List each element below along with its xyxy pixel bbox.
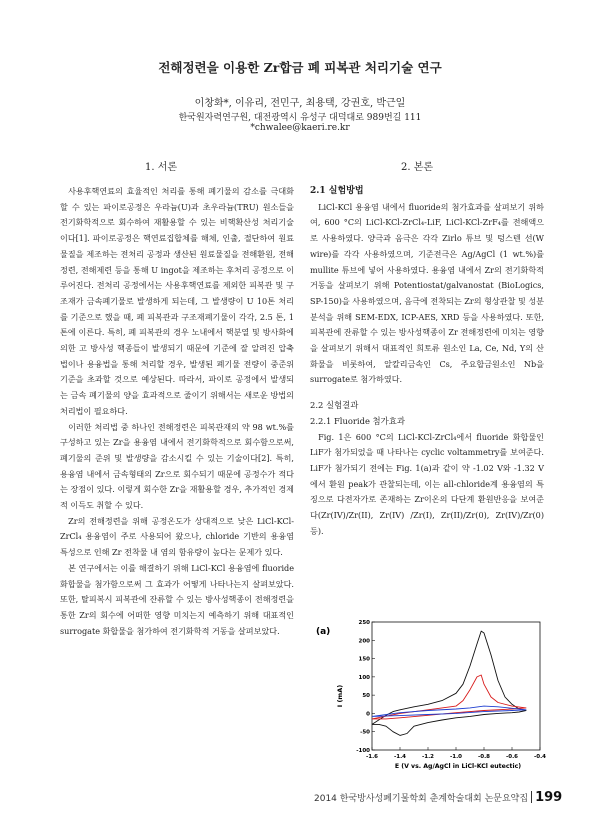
x-tick-label: -0.6 [505,754,519,760]
x-tick-label: -0.4 [533,754,547,760]
intro-paragraph: 본 연구에서는 이를 해결하기 위해 LiCl-KCl 용융염에 fluoride 화합물을 첨가함으로써 그 효과가 어떻게 나타나는지 살펴보았다. 또한, 탈피복시 피복관에 잔류할 수 있는 방사성핵종이 전해정련을 통한 Zr의 회수에 어떠한 영향 미치는지 예측하기 위해 대표적인 surrogate 화합물을 첨가하여 전기화학적 거동을 살펴보았다. [60,562,294,636]
left-column [60,184,294,639]
x-tick-label: -1.2 [421,754,435,760]
intro-paragraph: 사용후핵연료의 효율적인 처리를 통해 폐기물의 감소를 극대화할 수 있는 파이로공정은 우라늄(U)과 초우라늄(TRU) 원소들을 전기화학적으로 회수하여 재활용할 수 있는 비핵확산성 처리기술이다[1]. 파이로공정은 핵연료집합체를 해체, 인출, 절단하여 원료물질을 제조하는 전처리 공정과 생산된 원료물질을 전해환원, 전해정련, 전해제련 등을 통해 U ingot을 제조하는 후처리 공정으로 이루어진다. 전처리 공정에서는 사용후핵연료를 제외한 피복관 및 구조재가 금속폐기물로 발생하게 되는데, 그 발생량이 U 10톤 처리를 기준으로 했을 때, 폐 피복관과 구조재폐기물이 각각, 2.5 톤, 1톤에 이른다. 특히, 폐 피복관의 경우 노내에서 핵분열 및 방사화에 의한 고 방사성 핵종들이 발생되기 때문에 기준에 잘 알려진 압축법이나 용융법을 통해 처리할 경우, 발생된 폐기물 전량이 중준위 기준을 초과할 것으로 예상된다. 따라서, 파이로 공정에서 발생되는 금속 폐기물의 양을 효과적으로 줄이기 위해서는 새로운 방법의 처리법이 필요하다. [60,186,294,416]
panel-label: (a) [316,627,331,637]
intro-paragraph: Zr의 전해정련을 위해 공정온도가 상대적으로 낮은 LiCl-KCl-ZrCl₄ 용융염이 주로 사용되어 왔으나, chloride 기반의 용융염 특성으로 인해 Zr 전착물 내 염의 함유량이 높다는 문제가 있다. [60,515,294,558]
footer-text: 2014 한국방사성폐기물학회 춘계학술대회 논문요약집 [314,794,529,804]
right-column [310,184,544,539]
results-paragraph: Fig. 1은 600 °C의 LiCl-KCl-ZrCl₄에서 fluoride 화합물인 LiF가 첨가되었을 때 나타나는 cyclic voltammetry를 보여준다. LiF가 첨가되기 전에는 Fig. 1(a)과 같이 약 -1.02 V와 -1.32 V에서 환원 peak가 관찰되는데, 이는 all-chloride계 용융염의 특징으로 다전자가로 존재하는 Zr이온의 다단계 환원반응을 보여준다(Zr(IV)/Zr(II), Zr(IV) /Zr(I), Zr(II)/Zr(0), Zr(IV)/Zr(0) 등). [310,431,544,536]
subsection-heading-methods: 2.1 실험방법 [310,186,364,196]
x-tick-label: -1.0 [449,754,463,760]
chart-axes [356,620,546,760]
subsection-heading-results: 2.2 실험결과 [310,400,359,411]
chart-traces [372,631,526,735]
footer-divider [531,791,532,803]
plot-frame [372,622,540,750]
methods-paragraph: LiCl-KCl 용융염 내에서 fluoride의 첨가효과를 살펴보기 위하여, 600 °C의 LiCl-KCl-ZrCl₄-LiF, LiCl-KCl-ZrF₄를 전해액으로 사용하였다. 양극과 음극은 각각 Zirlo 튜브 및 텅스텐 선(W wire)를 각각 사용하였으며, 기준전극은 Ag/AgCl (1 wt.%)를 mullite 튜브에 넣어 사용하였다. 용융염 내에서 Zr의 전기화학적 거동을 살펴보기 위해 Potentiostat/galvanostat (BioLogics, SP-150)을 사용하였으며, 음극에 전착되는 Zr의 형상관찰 및 성분 분석을 위해 SEM-EDX, ICP-AES, XRD 등을 사용하였다. 또한, 피복관에 잔류할 수 있는 방사성핵종이 Zr 전해정련에 미치는 영향을 살펴보기 위해서 대표적인 희토류 원소인 La, Ce, Nd, Y의 산화물을 비롯하여, 알칼리금속인 Cs, 주요합금원소인 Nb을 surrogate로 첨가하였다. [310,201,544,385]
cv-trace-1 [372,631,526,735]
y-tick-label: -100 [356,748,370,754]
subsection-heading-fluoride: 2.2.1 Fluoride 첨가효과 [310,415,405,426]
y-tick-label: -50 [360,729,370,736]
x-axis-label: E (V vs. Ag/AgCl in LiCl-KCl eutectic) [394,763,522,770]
contact-email: *chwalee@kaeri.re.kr [250,123,350,133]
y-tick-label: 250 [358,620,370,626]
y-tick-label: 150 [358,656,370,663]
section-heading-intro: 1. 서론 [145,162,178,173]
x-tick-label: -0.8 [477,754,491,760]
y-tick-label: 50 [362,693,370,700]
paper-title: 전해정련을 이용한 Zr합금 폐 피복관 처리기술 연구 [158,60,442,75]
y-tick-label: 0 [366,711,370,718]
page-number: 199 [535,790,563,805]
page-footer [314,790,562,805]
section-heading-body: 2. 본론 [401,162,434,173]
x-tick-label: -1.6 [365,754,379,760]
y-tick-label: 100 [358,674,370,681]
author-list: 이창화*, 이유리, 전민구, 최용택, 강권호, 박근일 [194,98,406,109]
y-tick-label: 200 [358,638,370,645]
cv-figure [310,612,550,772]
x-tick-label: -1.4 [393,754,407,760]
intro-paragraph: 이러한 처리법 중 하나인 전해정련은 피복관재의 약 98 wt.%를 구성하고 있는 Zr을 용융염 내에서 전기화학적으로 회수함으로써, 폐기물의 준위 및 발생량을 감소시킬 수 있는 기술이다[2]. 특히, 용융염 내에서 금속형태의 Zr으로 회수되기 때문에 공정수가 적다는 장점이 있다. 이렇게 회수한 Zr을 재활용할 경우, 추가적인 경제적 이득도 취할 수 있다. [60,421,294,511]
affiliation: 한국원자력연구원, 대전광역시 유성구 대덕대로 989번길 111 [178,113,422,123]
y-axis-label: I (mA) [336,684,344,708]
